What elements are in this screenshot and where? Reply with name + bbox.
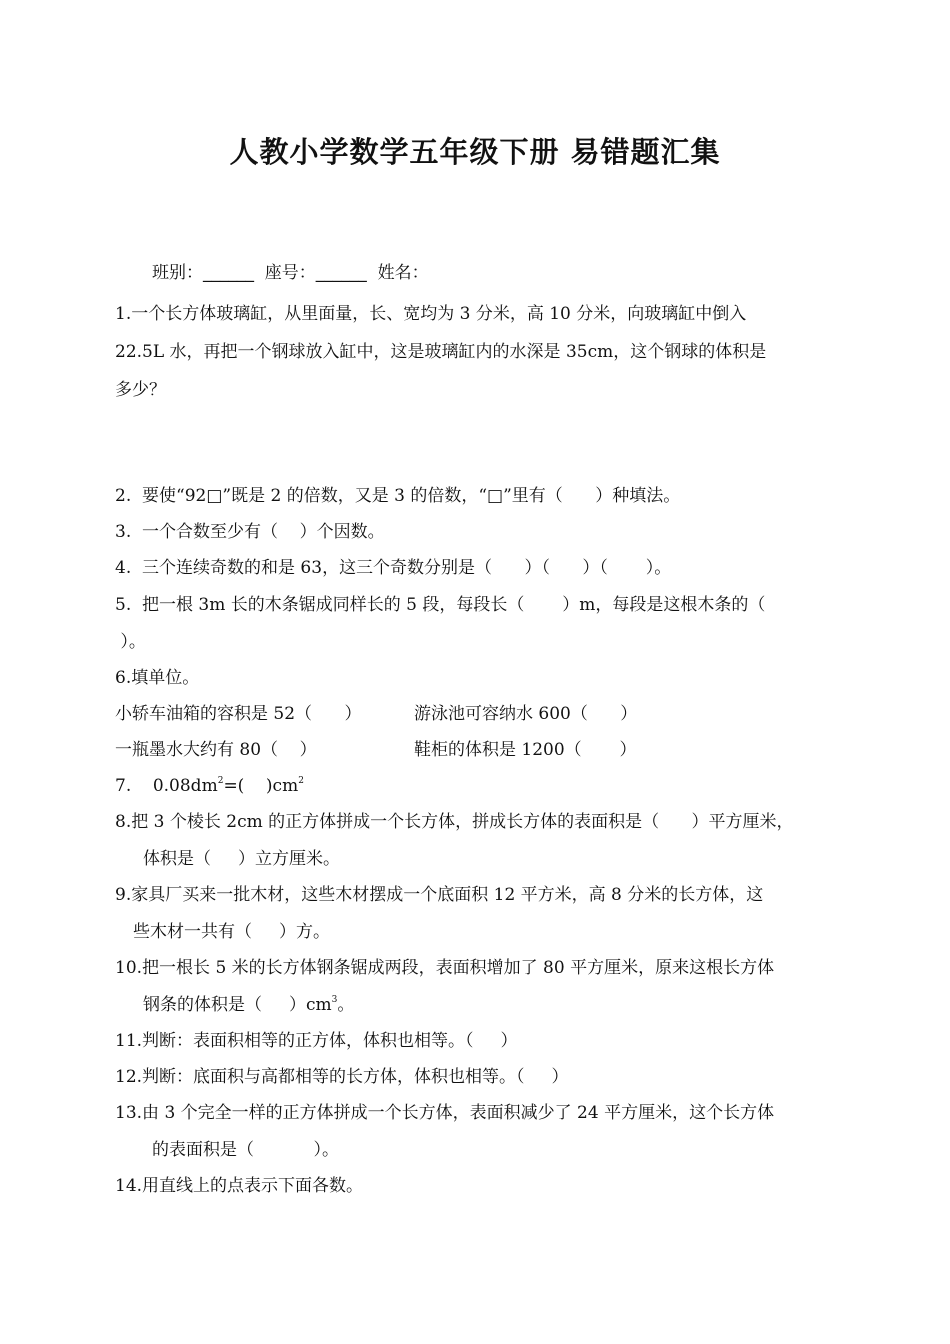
- question-2: 2. 要使“92□”既是 2 的倍数，又是 3 的倍数，“□”里有（ ）种填法。: [115, 486, 681, 506]
- question-4: 4. 三个连续奇数的和是 63，这三个奇数分别是（ ）（ ）（ ）。: [115, 558, 672, 578]
- question-14: 14.用直线上的点表示下面各数。: [115, 1176, 364, 1196]
- question-7: [115, 775, 304, 797]
- question-9-line-1: 9.家具厂买来一批木材，这些木材摆成一个底面积 12 平方米，高 8 分米的长方体，这: [115, 885, 764, 905]
- page-title: 人教小学数学五年级下册 易错题汇集: [229, 135, 721, 169]
- question-7-exponent-2: 2: [298, 776, 304, 786]
- question-7-blank: =( )cm: [223, 776, 299, 796]
- question-1-line-1: 1.一个长方体玻璃缸，从里面量，长、宽均为 3 分米，高 10 分米，向玻璃缸中倒入: [115, 304, 747, 324]
- question-8-line-2: 体积是（ ）立方厘米。: [143, 849, 341, 869]
- question-6-item-b: 游泳池可容纳水 600（ ）: [414, 704, 638, 724]
- question-5-line-1: 5. 把一根 3m 长的木条锯成同样长的 5 段，每段长（ ）m，每段是这根木条的（: [115, 595, 766, 615]
- question-12: 12.判断：底面积与高都相等的长方体，体积也相等。（ ）: [115, 1067, 569, 1087]
- question-10-exponent: 3: [331, 995, 338, 1005]
- question-10-line-1: 10.把一根长 5 米的长方体钢条锯成两段，表面积增加了 80 平方厘米，原来这根长方体: [115, 958, 775, 978]
- question-8-line-1: 8.把 3 个棱长 2cm 的正方体拼成一个长方体，拼成长方体的表面积是（ ）平方厘米，: [115, 812, 794, 832]
- question-13-line-1: 13.由 3 个完全一样的正方体拼成一个长方体，表面积减少了 24 平方厘米，这个长方体: [115, 1103, 775, 1123]
- question-10-text: 钢条的体积是（ ）cm: [143, 995, 332, 1015]
- question-7-text: 7. 0.08dm: [115, 776, 218, 796]
- question-6-title: 6.填单位。: [115, 668, 200, 688]
- question-6-item-d: 鞋柜的体积是 1200（ ）: [414, 740, 637, 760]
- question-10-line-2: [143, 994, 354, 1016]
- question-1-line-2: 22.5L 水，再把一个钢球放入缸中，这是玻璃缸内的水深是 35cm，这个钢球的体积是: [115, 342, 767, 362]
- student-info-line: 班别：______ 座号：______ 姓名：: [152, 263, 429, 283]
- question-13-line-2: 的表面积是（ ）。: [152, 1140, 339, 1160]
- question-6-item-c: 一瓶墨水大约有 80（ ）: [115, 740, 317, 760]
- question-9-line-2: 些木材一共有（ ）方。: [133, 922, 331, 942]
- question-7-exponent-1: 2: [217, 776, 224, 786]
- question-10-end: 。: [337, 995, 355, 1015]
- question-3: 3. 一个合数至少有（ ）个因数。: [115, 522, 385, 542]
- question-1-line-3: 多少？: [115, 380, 166, 400]
- question-5-line-2: ）。: [115, 632, 146, 652]
- question-6-item-a: 小轿车油箱的容积是 52（ ）: [115, 704, 362, 724]
- question-11: 11.判断：表面积相等的正方体，体积也相等。（ ）: [115, 1031, 518, 1051]
